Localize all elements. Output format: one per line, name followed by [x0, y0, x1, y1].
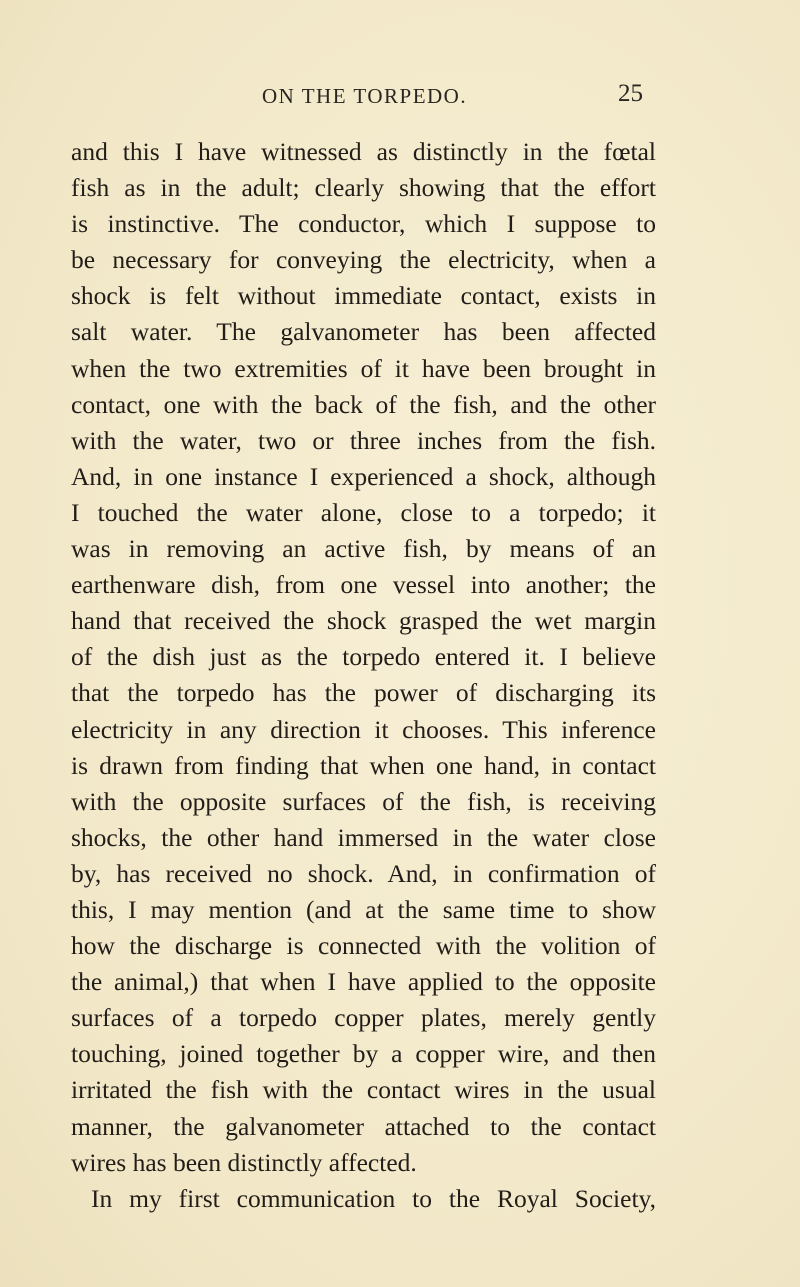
text-line: the animal,) that when I have applied to the opposite: [71, 967, 656, 997]
text-line: And, in one instance I experienced a shock, although: [71, 461, 656, 491]
text-line: is instinctive. The conductor, which I suppose to: [71, 209, 656, 239]
text-line: is drawn from finding that when one hand, in contact: [71, 750, 656, 780]
text-line: salt water. The galvanometer has been affected: [71, 317, 656, 347]
page-number: 25: [618, 80, 643, 107]
text-line: manner, the galvanometer attached to the contact: [71, 1111, 656, 1141]
text-line: fish as in the adult; clearly showing that the effort: [71, 173, 656, 203]
text-line: hand that received the shock grasped the wet margin: [71, 606, 656, 636]
text-line: be necessary for conveying the electricity, when a: [71, 245, 656, 275]
text-line: with the water, two or three inches from the fish.: [71, 425, 656, 455]
text-line: that the torpedo has the power of discharging its: [71, 678, 656, 708]
text-line: with the opposite surfaces of the fish, is receiving: [71, 786, 656, 816]
text-line: by, has received no shock. And, in confirmation of: [71, 858, 656, 888]
text-line: of the dish just as the torpedo entered it. I believe: [71, 642, 656, 672]
text-line: was in removing an active fish, by means of an: [71, 534, 656, 564]
text-line: when the two extremities of it have been brought in: [71, 353, 656, 383]
text-line: contact, one with the back of the fish, and the other: [71, 389, 656, 419]
text-line: electricity in any direction it chooses. This inference: [71, 714, 656, 744]
text-line: In my first communication to the Royal Society,: [91, 1183, 656, 1213]
text-line: touching, joined together by a copper wire, and then: [71, 1039, 656, 1069]
text-line: shocks, the other hand immersed in the water close: [71, 822, 656, 852]
text-line: how the discharge is connected with the volition of: [71, 931, 656, 961]
text-line: and this I have witnessed as distinctly in the fœtal: [71, 137, 656, 166]
text-line: irritated the fish with the contact wires in the usual: [71, 1075, 656, 1105]
text-line: earthenware dish, from one vessel into another; the: [71, 570, 656, 600]
text-line: wires has been distinctly affected.: [71, 1147, 417, 1177]
running-head: ON THE TORPEDO.: [262, 84, 468, 108]
body-text: [71, 134, 656, 1217]
text-line: shock is felt without immediate contact, exists in: [71, 281, 656, 311]
text-line: I touched the water alone, close to a torpedo; it: [71, 497, 656, 527]
text-line: surfaces of a torpedo copper plates, merely gently: [71, 1003, 656, 1033]
text-line: this, I may mention (and at the same time to show: [71, 894, 656, 924]
